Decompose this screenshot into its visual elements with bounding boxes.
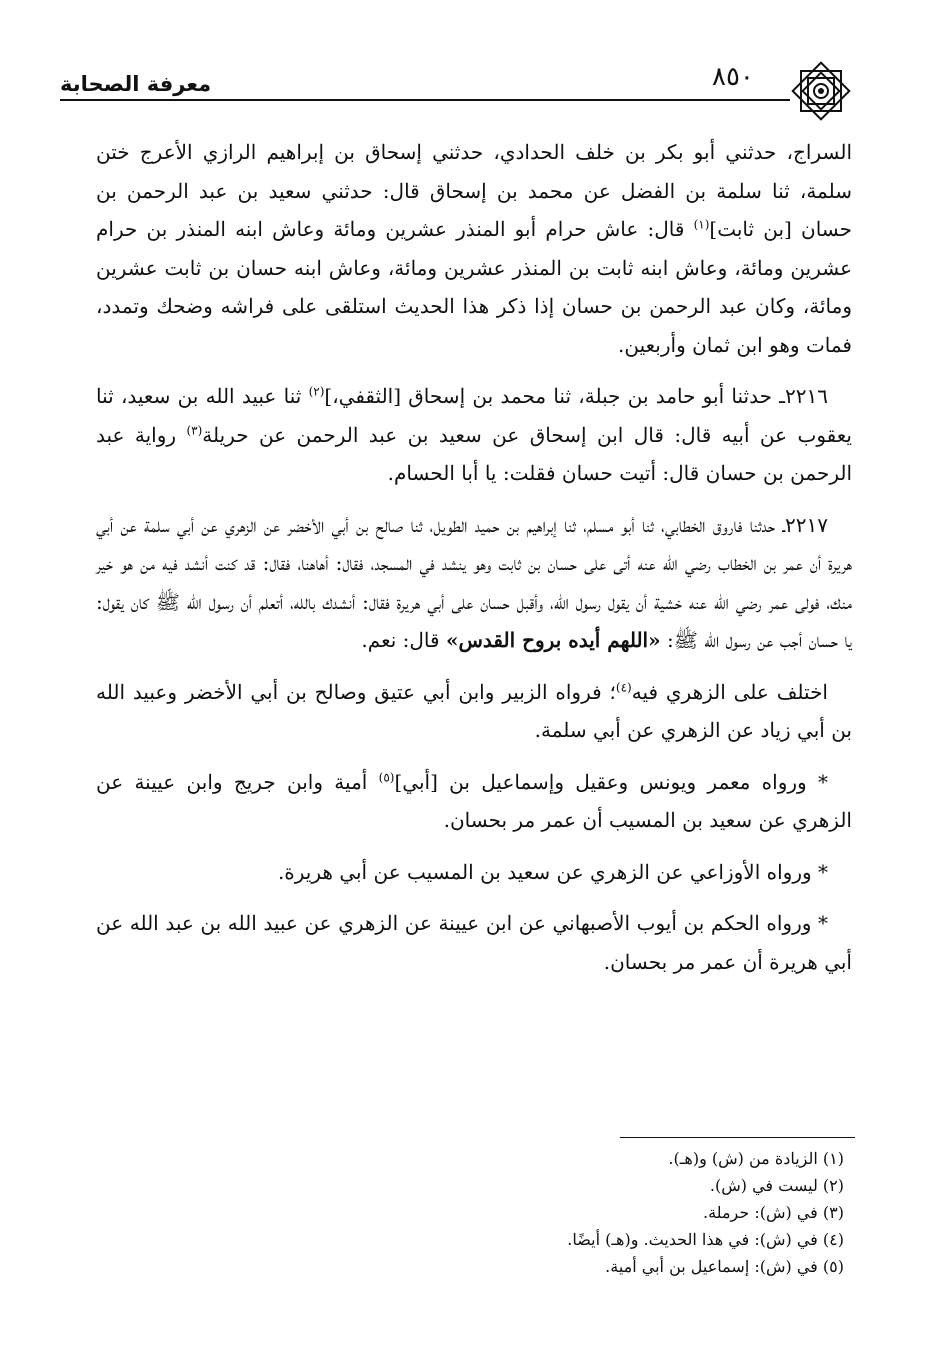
paragraph: * ورواه معمر ويونس وعقيل وإسماعيل بن [أبي]$^{(٥)}$ أمية وابن جريج وابن عيينة عن الزهري عن سعيد بن المسيب أن عمر مر بحسان. [96,769,852,832]
header-rule [60,99,790,101]
footnote: (٣) في (ش): حرملة. [703,1203,844,1222]
footnote-ref: (١) [693,217,710,232]
footnote-rule [620,1137,855,1138]
main-text [96,133,852,994]
footnote: (١) الزيادة من (ش) و(هـ). [668,1149,844,1168]
paragraph: اختلف على الزهري فيه$^{(٤)}$؛ فرواه الزبير وابن أبي عتيق وصالح بن أبي الأخضر وعبيد الله بن أبي زياد عن الزهري عن أبي سلمة. [96,679,852,742]
footnote-ref: (٤) [615,679,632,694]
footnote-ref: (٣) [186,422,203,437]
hadith-2217: ٢٢١٧ـ حدثنا فاروق الخطابي، ثنا أبو مسلم، ثنا إبراهيم بن حميد الطويل، ثنا صالح بن أبي الأخضر عن الزهري عن أبي سلمة عن أبي هريرة أن عمر بن الخطاب رضي الله عنه أتى على حسان بن ثابت وهو ينشد في المسجد، فقال: أهاهنا، فقال: قد كنت أنشد فيه من هو خير منك، فولى عمر رضي الله عنه خشية أن يقول رسول الله، وأقبل حسان على أبي هريرة فقال: أنشدك بالله، أتعلم أن رسول الله ﷺ كان يقول: يا حسان أجب عن رسول الله ﷺ: «اللهم أيده بروح القدس» قال: نعم. [96,512,852,652]
book-title: معرفة الصحابة [60,72,212,96]
footnote: (٥) في (ش): إسماعيل بن أبي أمية. [605,1257,844,1276]
paragraph: * ورواه الحكم بن أيوب الأصبهاني عن ابن عيينة عن الزهري عن عبيد الله بن عبد الله عن أبي هريرة أن عمر مر بحسان. [96,911,852,974]
paragraph: السراج، حدثني أبو بكر بن خلف الحدادي، حدثني إسحاق بن إبراهيم الرازي الأعرج ختن سلمة، ثنا سلمة بن الفضل عن محمد بن إسحاق قال: حدثني سعيد بن عبد الرحمن بن حسان [بن ثابت]$^{(١)}$ قال: عاش حرام أبو المنذر عشرين ومائة وعاش ابنه المنذر بن حرام عشرين ومائة، وعاش ابنه ثابت بن المنذر عشرين ومائة، وعاش ابنه حسان بن ثابت عشرين ومائة، وكان عبد الرحمن بن حسان إذا ذكر هذا الحديث استلقى على فراشه وضحك وتمدد، فمات وهو ابن ثمان وأربعين. [96,140,852,357]
page-number: ٨٥٠ [712,62,754,92]
footnote: (٤) في (ش): في هذا الحديث. و(هـ) أيضًا. [567,1230,844,1249]
footnote-ref: (٥) [378,769,395,784]
footnote: (٢) ليست في (ش). [709,1176,844,1195]
paragraph: * ورواه الأوزاعي عن الزهري عن سعيد بن المسيب عن أبي هريرة. [277,859,828,884]
quoted-prayer: «اللهم أيده بروح القدس» [445,628,661,652]
islamic-star-ornament-icon [788,58,854,124]
hadith-2216: ٢٢١٦ـ حدثنا أبو حامد بن جبلة، ثنا محمد بن إسحاق [الثقفي،]$^{(٢)}$ ثنا عبيد الله بن سعيد، ثنا يعقوب عن أبيه قال: قال ابن إسحاق عن سعيد بن عبد الرحمن عن حريلة$^{(٣)}$ رواية عبد الرحمن بن حسان قال: أتيت حسان فقلت: يا أبا الحسام. [96,384,852,485]
footnotes [96,1145,844,1280]
footnote-ref: (٢) [308,384,325,399]
